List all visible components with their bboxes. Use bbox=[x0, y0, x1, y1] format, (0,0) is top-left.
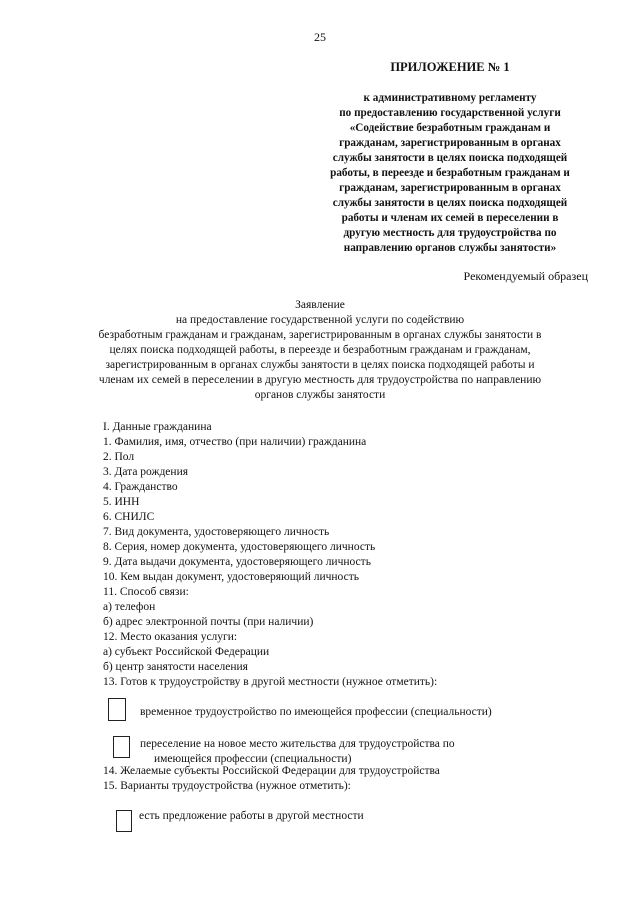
form-item: 13. Готов к трудоустройству в другой местности (нужное отметить): bbox=[103, 676, 438, 688]
option-relocation-line: переселение на новое место жительства для трудоустройства по bbox=[140, 738, 455, 750]
reglament-line: работы, в переезде и безработным гражданам и bbox=[330, 167, 570, 180]
form-item: а) субъект Российской Федерации bbox=[103, 646, 270, 658]
form-items-list bbox=[103, 420, 437, 690]
reglament-line: службы занятости в целях поиска подходящей bbox=[332, 197, 568, 210]
reglament-line: работы и членам их семей в переселении в bbox=[341, 212, 559, 225]
appendix-reglament-block bbox=[300, 91, 600, 257]
reglament-line: службы занятости в целях поиска подходящей bbox=[332, 152, 568, 165]
form-item: 12. Место оказания услуги: bbox=[103, 631, 238, 643]
form-item: 6. СНИЛС bbox=[103, 511, 155, 523]
statement-title-block bbox=[0, 298, 640, 403]
page-number: 25 bbox=[314, 30, 326, 44]
statement-line: членам их семей в переселении в другую местность для трудоустройства по направлению bbox=[98, 374, 542, 386]
form-item: 4. Гражданство bbox=[103, 481, 178, 493]
statement-line: на предоставление государственной услуги по содействию bbox=[175, 314, 465, 326]
form-item: 1. Фамилия, имя, отчество (при наличии) гражданина bbox=[103, 436, 367, 448]
reglament-line: по предоставлению государственной услуги bbox=[339, 107, 561, 120]
reglament-line: к административному регламенту bbox=[363, 92, 537, 104]
form-item: 10. Кем выдан документ, удостоверяющий личность bbox=[103, 571, 359, 583]
reglament-line: направлению органов службы занятости» bbox=[343, 242, 557, 255]
checkbox-relocation[interactable] bbox=[113, 736, 130, 758]
form-item: 7. Вид документа, удостоверяющего личность bbox=[103, 526, 330, 538]
reglament-line: гражданам, зарегистрированным в органах bbox=[339, 137, 561, 150]
statement-line: безработным гражданам и гражданам, зарегистрированным в органах службы занятости в bbox=[98, 329, 542, 341]
reglament-line: другую местность для трудоустройства по bbox=[343, 227, 557, 240]
form-item: 2. Пол bbox=[103, 451, 135, 463]
option-relocation-label bbox=[140, 737, 455, 767]
form-item: а) телефон bbox=[103, 601, 156, 613]
checkbox-job-offer[interactable] bbox=[116, 810, 132, 832]
statement-line: органов службы занятости bbox=[254, 389, 386, 401]
statement-line: целях поиска подходящей работы, в переезде и безработным гражданам и гражданам, bbox=[109, 344, 531, 356]
form-items-list-2 bbox=[103, 764, 440, 794]
appendix-title: ПРИЛОЖЕНИЕ № 1 bbox=[390, 60, 510, 74]
form-item: 11. Способ связи: bbox=[103, 586, 189, 598]
statement-line: зарегистрированным в органах службы занятости в целях поиска подходящей работы и bbox=[105, 359, 535, 371]
option-relocation-line: имеющейся профессии (специальности) bbox=[154, 753, 352, 765]
form-item: 9. Дата выдачи документа, удостоверяющего личность bbox=[103, 556, 371, 568]
form-item: 3. Дата рождения bbox=[103, 466, 189, 478]
option-job-offer-label: есть предложение работы в другой местности bbox=[139, 810, 364, 822]
reglament-line: гражданам, зарегистрированным в органах bbox=[339, 182, 561, 195]
form-item: 15. Варианты трудоустройства (нужное отметить): bbox=[103, 780, 351, 792]
checkbox-temporary-employment[interactable] bbox=[108, 698, 126, 721]
form-item: б) центр занятости населения bbox=[103, 661, 248, 673]
sample-label: Рекомендуемый образец bbox=[463, 269, 588, 283]
option-temporary-employment-label: временное трудоустройство по имеющейся профессии (специальности) bbox=[140, 706, 492, 718]
form-item: 8. Серия, номер документа, удостоверяющего личность bbox=[103, 541, 376, 553]
form-item: 14. Желаемые субъекты Российской Федерации для трудоустройства bbox=[103, 765, 440, 777]
form-item: I. Данные гражданина bbox=[103, 421, 212, 433]
form-item: 5. ИНН bbox=[103, 496, 140, 508]
statement-heading: Заявление bbox=[295, 299, 345, 311]
reglament-line: «Содействие безработным гражданам и bbox=[349, 122, 551, 135]
form-item: б) адрес электронной почты (при наличии) bbox=[103, 616, 314, 628]
